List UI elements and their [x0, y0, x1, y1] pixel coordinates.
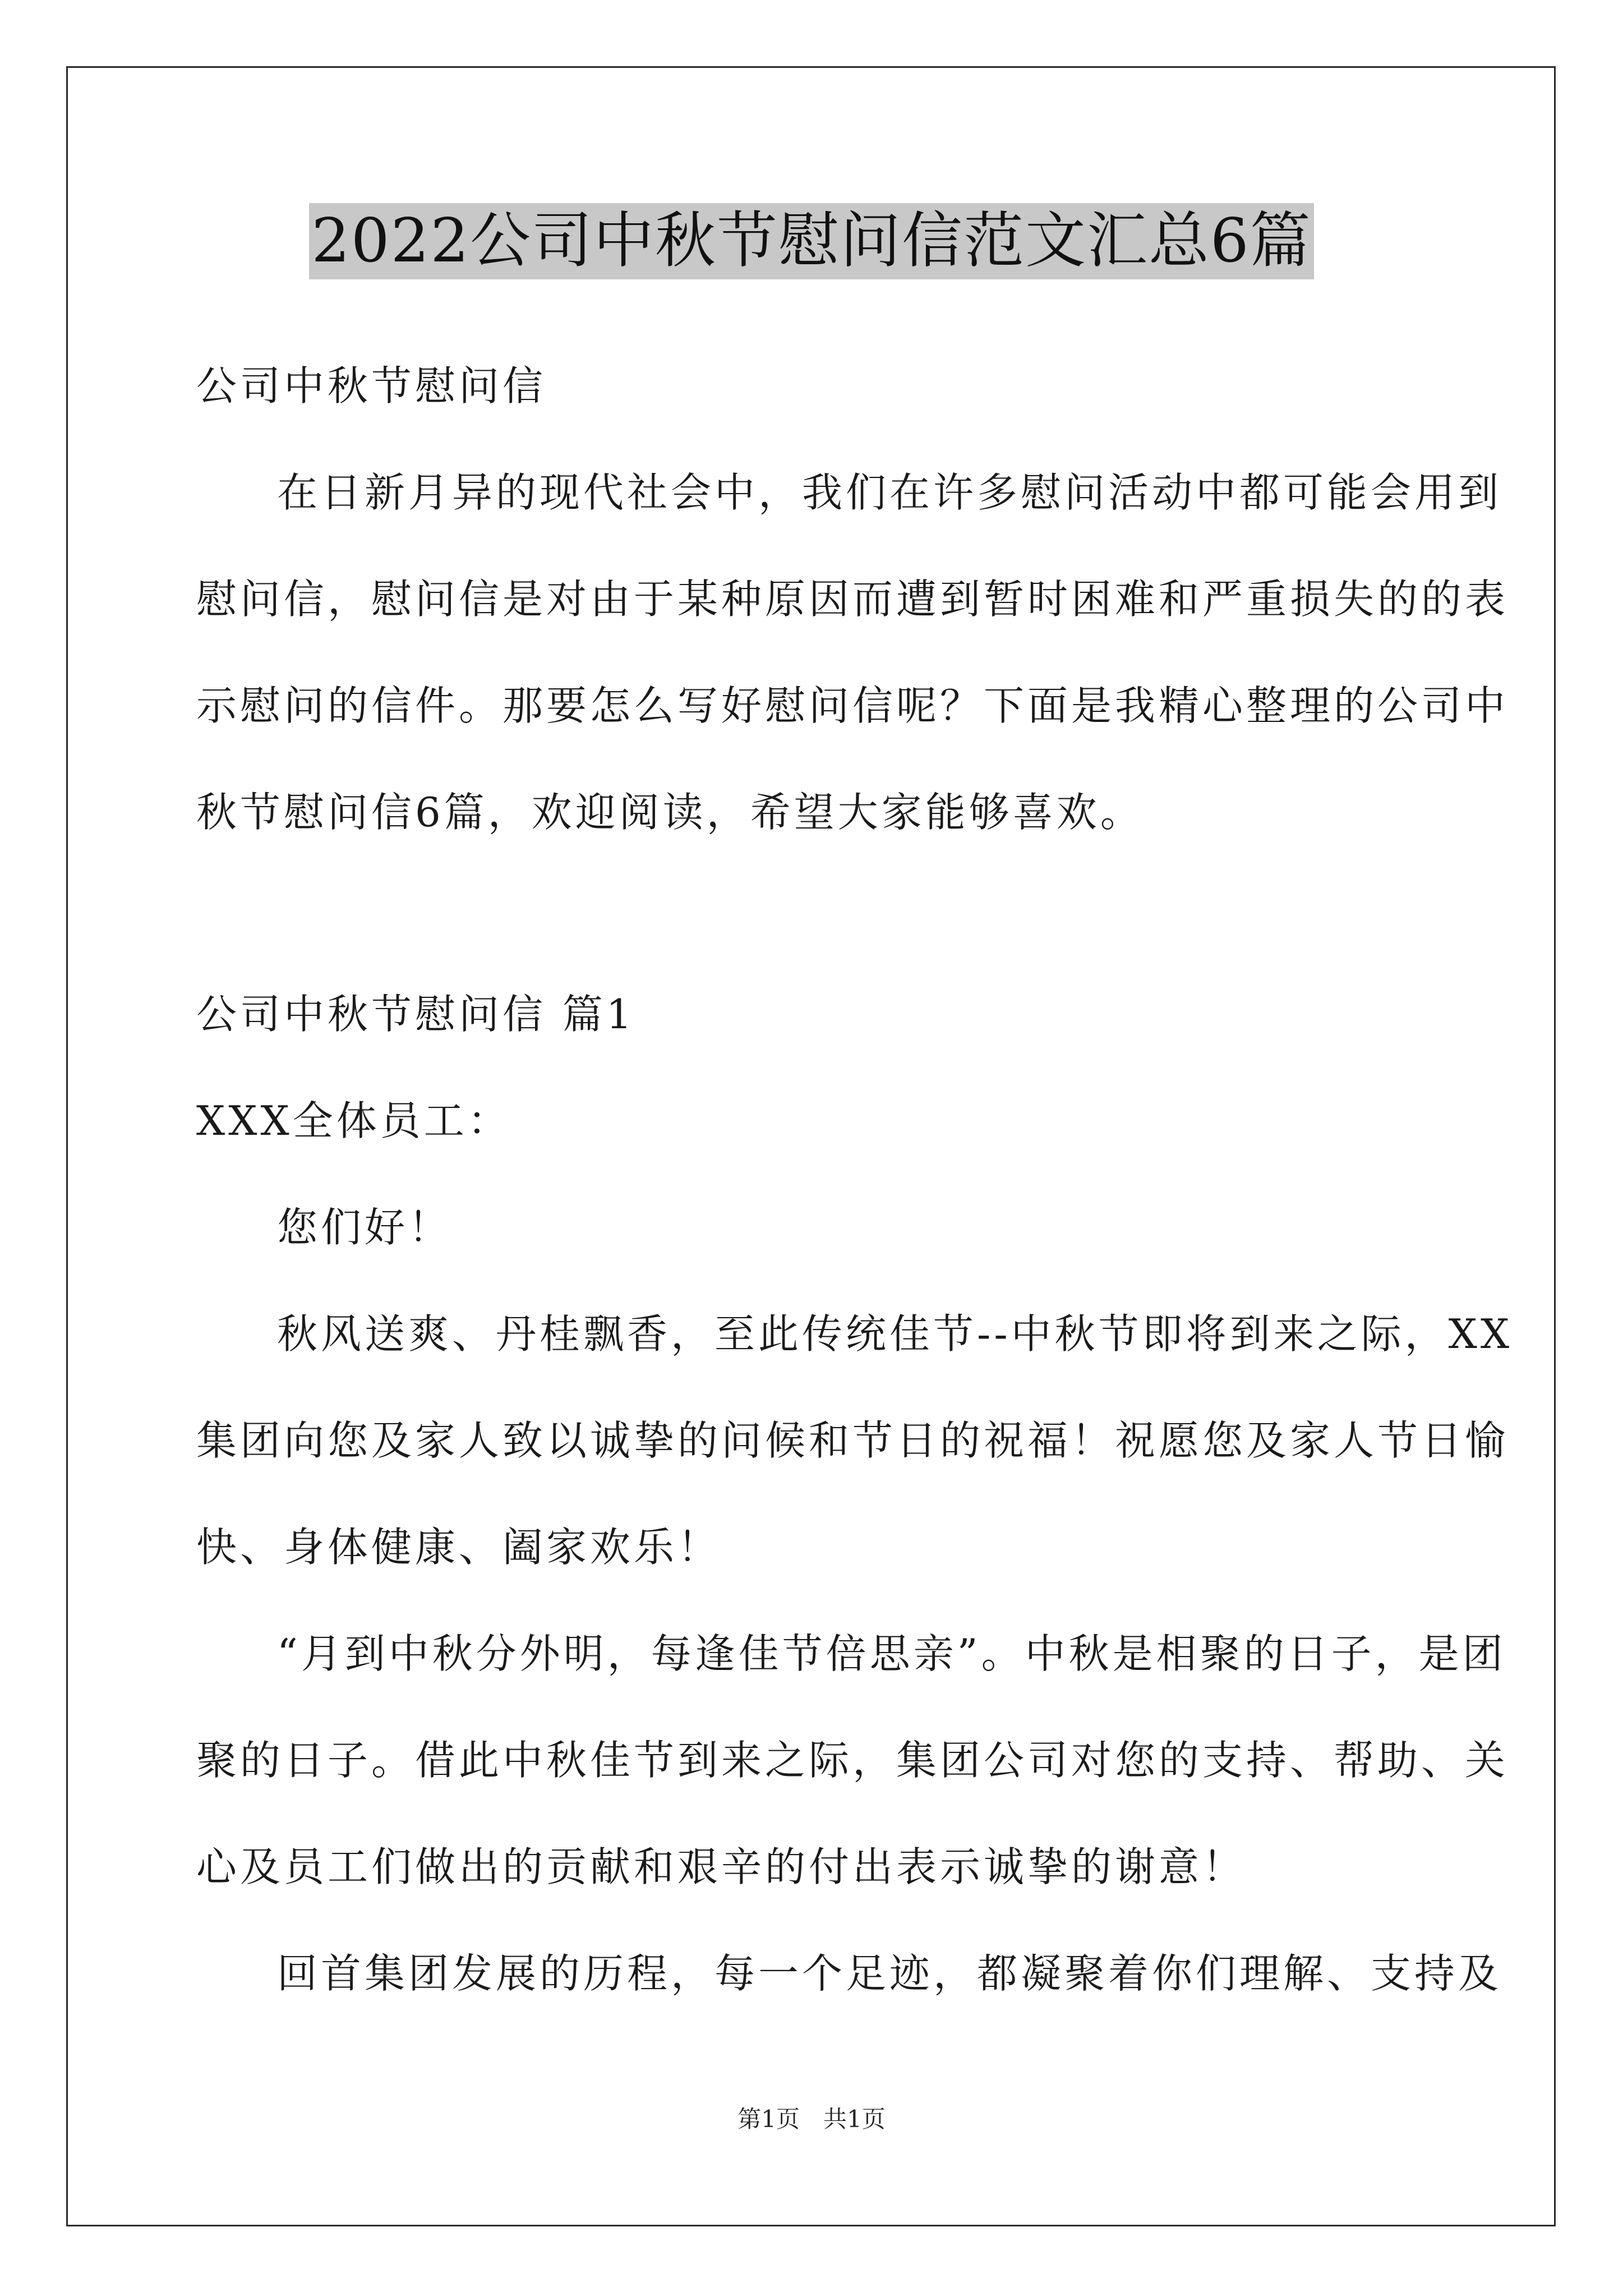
salutation: XXX全体员工：: [196, 1097, 511, 1144]
greeting: 您们好！: [277, 1204, 453, 1251]
paragraph-line: “月到中秋分外明，每逢佳节倍思亲”。中秋是相聚的日子，是团: [277, 1630, 1506, 1677]
title-container: [0, 203, 1623, 279]
paragraph-line: 快、身体健康、阖家欢乐！: [196, 1524, 722, 1571]
letter-heading: 公司中秋节慰问信 篇1: [196, 991, 635, 1038]
paragraph-line: 慰问信，慰问信是对由于某种原因而遭到暂时困难和严重损失的的表: [196, 576, 1509, 623]
paragraph-line: 集团向您及家人致以诚挚的问候和节日的祝福！祝愿您及家人节日愉: [196, 1417, 1509, 1464]
paragraph-line: 在日新月异的现代社会中，我们在许多慰问活动中都可能会用到: [277, 469, 1502, 516]
paragraph-line: 秋风送爽、丹桂飘香，至此传统佳节--中秋节即将到来之际，XX: [277, 1310, 1513, 1358]
page-footer: 第1页 共1页: [737, 2105, 886, 2133]
section-heading: 公司中秋节慰问信: [196, 362, 547, 409]
paragraph-line: 秋节慰问信6篇，欢迎阅读，希望大家能够喜欢。: [196, 789, 1144, 836]
paragraph-line: 示慰问的信件。那要怎么写好慰问信呢？下面是我精心整理的公司中: [196, 682, 1509, 729]
paragraph-line: 聚的日子。借此中秋佳节到来之际，集团公司对您的支持、帮助、关: [196, 1737, 1509, 1784]
paragraph-line: 心及员工们做出的贡献和艰辛的付出表示诚挚的谢意！: [196, 1843, 1247, 1890]
document-title: 2022公司中秋节慰问信范文汇总6篇: [309, 203, 1314, 279]
paragraph-line: 回首集团发展的历程，每一个足迹，都凝聚着你们理解、支持及: [277, 1950, 1502, 1997]
